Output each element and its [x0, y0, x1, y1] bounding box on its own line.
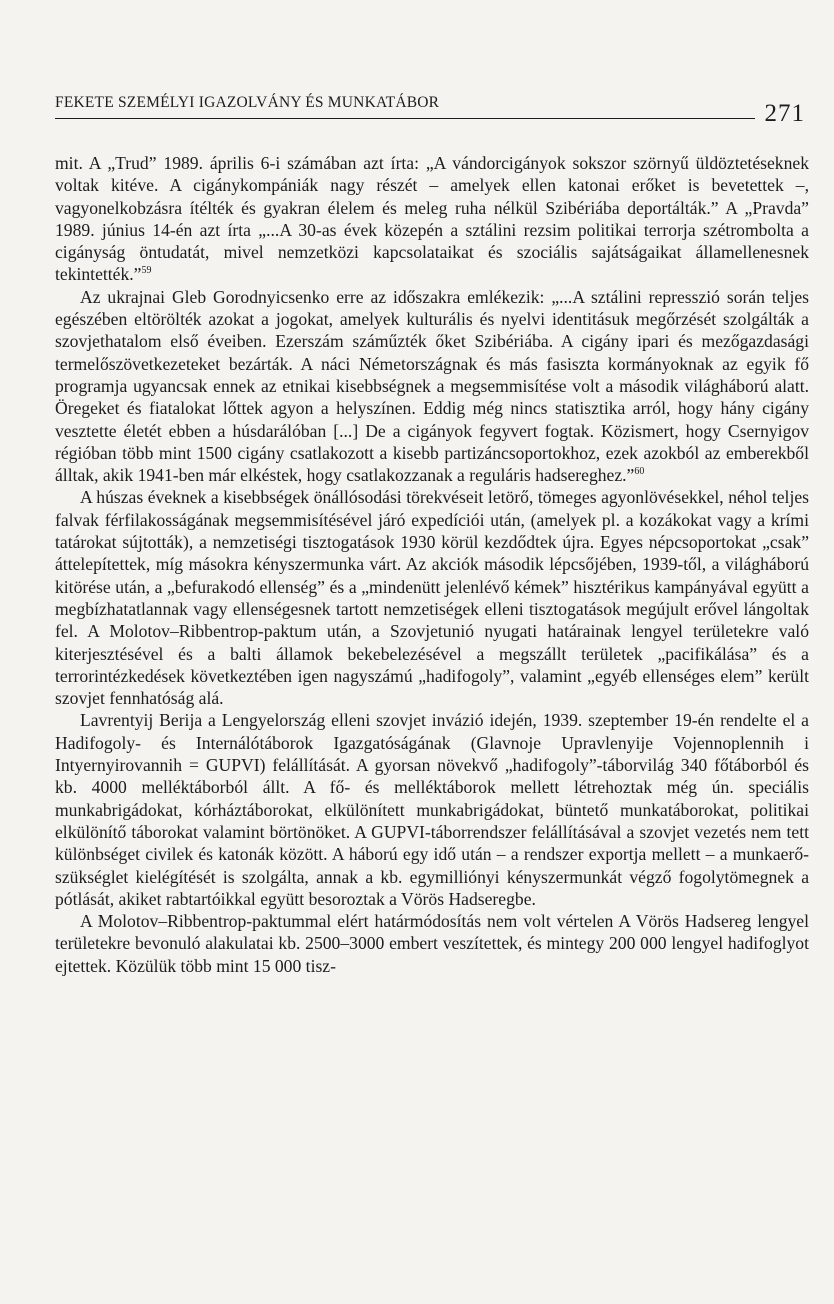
paragraph-text: Lavrentyij Berija a Lengyelország elleni szovjet invázió idején, 1939. szeptember 19-én rendelte el a Hadifogoly- és Internálótáborok Igazgatóságának (Glavnoje Upravlenyije Vojennoplennih i Intyernyirovannih = GUPVI) felállítását. A gyorsan növekvő „hadifogoly”-táborvilág 340 főtáborból és kb. 4000 melléktáborból állt. A fő- és melléktáborok mellett létrehoztak még ún. speciális munkabrigádokat, kórháztáborokat, elkülönített munkabrigádokat, büntető munkatáborokat, politikai elkülönítő táborokat valamint börtönöket. A GUPVI-táborrendszer felállításával a szovjet vezetés nem tett különbséget civilek és katonák között. A háború egy idő után – a rendszer exportja mellett – a munkaerő-szükséglet kielégítését is szolgálta, annak a kb. egymilliónyi kényszermunkát végző fogolytömegnek a pótlását, akiket rabtartóikkal együtt besoroztak a Vörös Hadseregbe.: [55, 710, 809, 909]
paragraph-4: [55, 709, 809, 910]
body-text: [55, 152, 809, 977]
page-number: 271: [764, 100, 805, 127]
running-header: [55, 94, 811, 130]
footnote-ref-59: 59: [141, 265, 152, 277]
footnote-ref-60: 60: [634, 466, 645, 478]
paragraph-2: [55, 286, 809, 487]
paragraph-text: A Molotov–Ribbentrop-paktummal elért határmódosítás nem volt vértelen A Vörös Hadsereg lengyel területekre bevonuló alakulatai kb. 2500–3000 embert veszítettek, és mintegy 200 000 lengyel hadifoglyot ejtettek. Közülük több mint 15 000 tisz-: [55, 911, 809, 976]
running-title: FEKETE SZEMÉLYI IGAZOLVÁNY ÉS MUNKATÁBOR: [55, 94, 440, 111]
paragraph-text: A húszas éveknek a kisebbségek önállósodási törekvéseit letörő, tömeges agyonlövésekkel, néhol teljes falvak férfilakosságának megsemmisítésével járó expedíciói után, (amelyek pl. a kozákokat vagy a krími tatárokat sújtották), a nemzetiségi tisztogatások 1930 körül kezdődtek újra. Egyes népcsoportokat „csak” áttelepítettek, míg másokra kényszermunka várt. Az akciók második lépcsőjében, 1939-től, a világháború kitörése után, a „befurakodó ellenség” és a „mindenütt jelenlévő kémek” hisztérikus kampányával együtt a megbízhatatlannak vagy ellenségesnek tartott nemzetiségek elleni tisztogatások megújult erővel lángoltak fel. A Molotov–Ribbentrop-paktum után, a Szovjetunió nyugati határainak lengyel területekre való kiterjesztésével és a balti államok bekebelezésével a megszállt területek „pacifikálása” és a terrorintézkedések következtében igen nagyszámú „hadifogoly”, valamint „egyéb ellenséges elem” került szovjet fennhatóság alá.: [55, 487, 809, 709]
paragraph-5: [55, 910, 809, 977]
paragraph-1: [55, 152, 809, 286]
paragraph-text: Az ukrajnai Gleb Gorodnyicsenko erre az időszakra emlékezik: „...A sztálini represszió során teljes egészében eltörölték azokat a jogokat, amelyek kulturális és nyelvi identitásuk megőrzését szolgálták a szovjethatalom első éveiben. Ezerszám száműzték őket Szibériába. A cigány ipari és mezőgazdasági termelőszövetkezeteket bezárták. A náci Németországnak és más fasiszta kormányoknak az egyik fő programja ugyancsak ennek az etnikai kisebbségnek a megsemmisítése volt a második világháború alatt. Öregeket és fiatalokat lőttek agyon a helyszínen. Eddig még nincs statisztika arról, hogy hány cigány vesztette életét ebben a húsdarálóban [...] De a cigányok fegyvert fogtak. Közismert, hogy Csernyigov régióban több mint 1500 cigány csatlakozott a kisebb partizáncsoportokhoz, ezek azokból az emberekből álltak, akik 1941-ben már elkéstek, hogy csatlakozzanak a reguláris hadsereghez.”: [55, 286, 809, 486]
paragraph-3: [55, 486, 809, 709]
paragraph-text: mit. A „Trud” 1989. április 6-i számában azt írta: „A vándorcigányok sokszor szörnyű üldöztetéseknek voltak kitéve. A cigánykompániák nagy részét – amelyek ellen katonai erőket is bevetettek –, vagyonelkobzásra ítélték és gyakran élelem és meleg ruha nélkül Szibériába deportálták.” A „Pravda” 1989. június 14-én azt írta „...A 30-as évek közepén a sztálini rezsim politikai terrorja szétrombolta a cigányság öntudatát, mivel nemzetközi kapcsolataikat és szociális sajátságaikat államellenesnek tekintették.”: [55, 153, 809, 285]
header-rule: [55, 118, 755, 119]
